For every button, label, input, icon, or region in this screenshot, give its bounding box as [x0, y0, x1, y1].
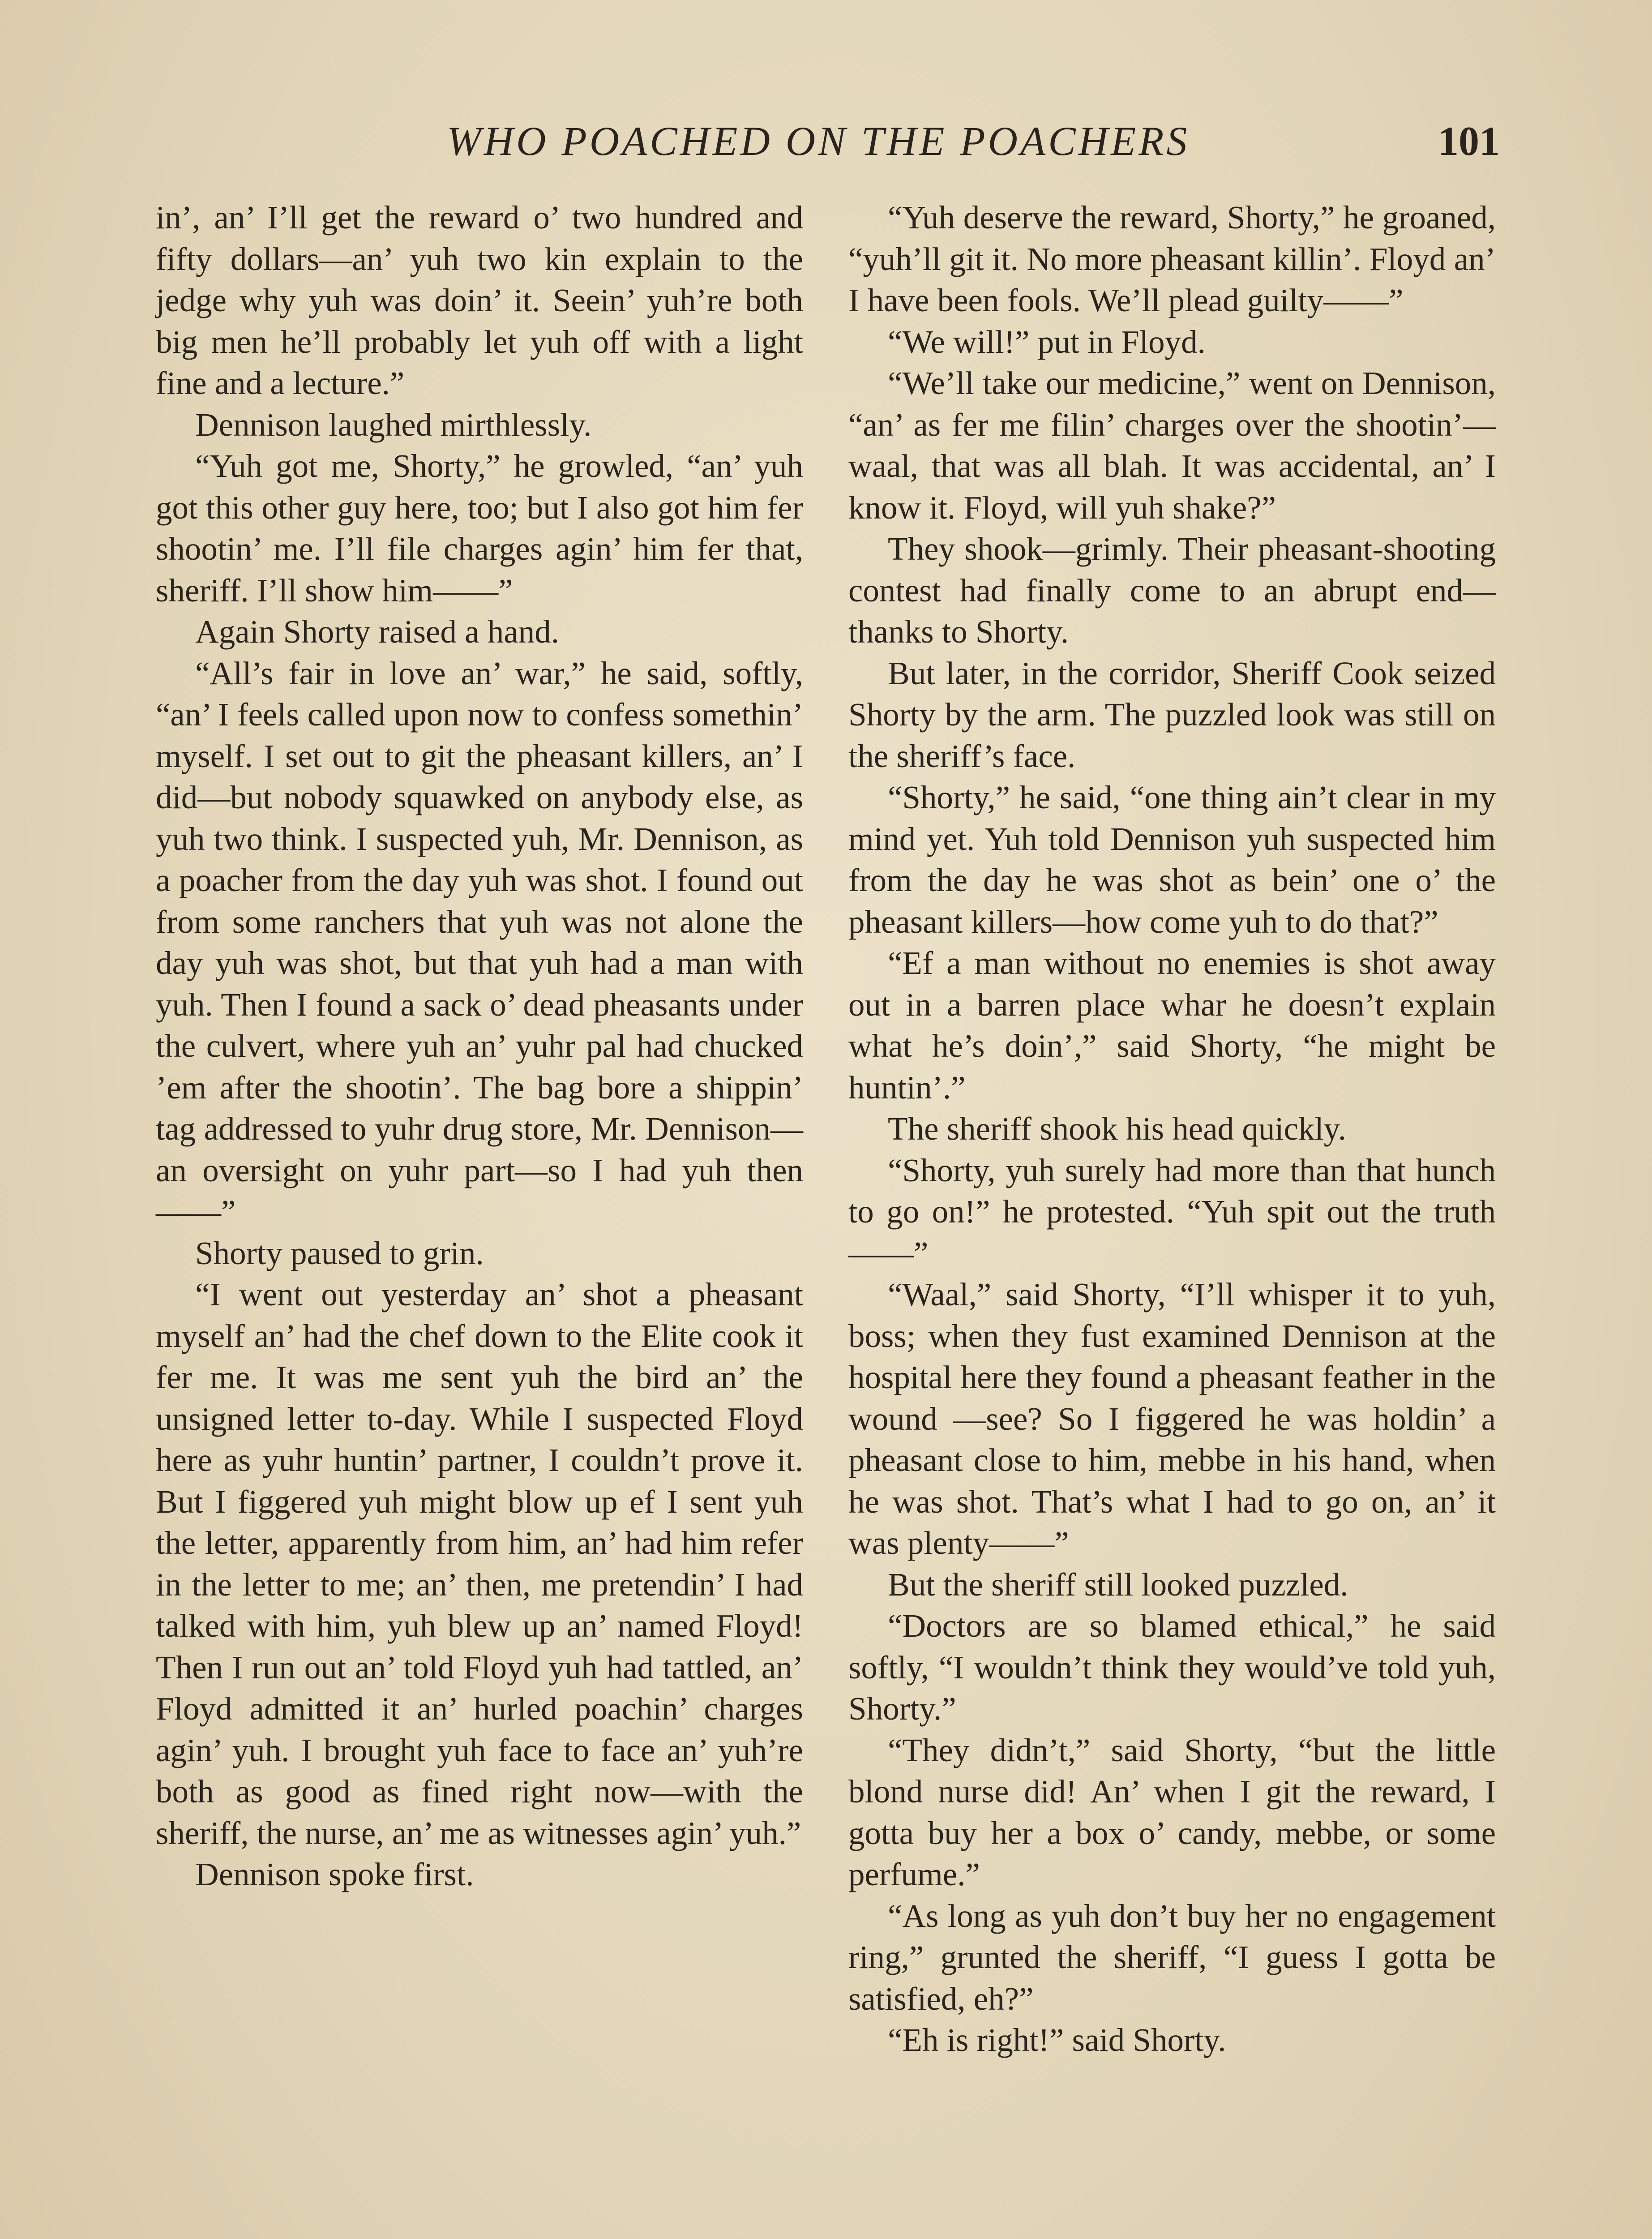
paragraph: “Shorty, yuh surely had more than that hunch to go on!” he protested. “Yuh spit out the truth——” [848, 1152, 1496, 1271]
running-title: WHO POACHED ON THE POACHERS [447, 118, 1190, 164]
running-header [0, 117, 1652, 171]
paragraph: “Doctors are so blamed ethical,” he said softly, “I wouldn’t think they would’ve told yuh, Shorty.” [848, 1608, 1496, 1727]
paragraph: in’, an’ I’ll get the reward o’ two hundred and fifty dollars—an’ yuh two kin explain to the jedge why yuh was doin’ it. Seein’ yuh’re both big men he’ll probably let yuh off with a light fine and a lecture.” [156, 199, 803, 401]
paragraph: “Yuh deserve the reward, Shorty,” he groaned, “yuh’ll git it. No more pheasant killin’. Floyd an’ I have been fools. We’ll plead guilty——” [848, 199, 1496, 318]
paragraph: “Ef a man without no enemies is shot away out in a barren place whar he doesn’t explain what he’s doin’,” said Shorty, “he might be huntin’.” [848, 945, 1496, 1106]
paragraph: But the sheriff still looked puzzled. [888, 1566, 1348, 1603]
paragraph: Dennison spoke first. [195, 1856, 474, 1892]
page-number: 101 [1438, 118, 1500, 164]
paragraph: Shorty paused to grin. [195, 1235, 484, 1271]
paragraph: “I went out yesterday an’ shot a pheasant myself an’ had the chef down to the Elite cook it fer me. It was me sent yuh the bird an’ the unsigned letter to-day. While I suspected Floyd here as yuhr huntin’ partner, I couldn’t prove it. But I figgered yuh might blow up ef I sent yuh the letter, apparently from him, an’ had him refer in the letter to me; an’ then, me pretendin’ I had talked with him, yuh blew up an’ named Floyd! Then I run out an’ told Floyd yuh had tattled, an’ Floyd admitted it an’ hurled poachin’ charges agin’ yuh. I brought yuh face to face an’ yuh’re both as good as fined right now—with the sheriff, the nurse, an’ me as witnesses agin’ yuh.” [156, 1276, 803, 1851]
right-text-column [848, 197, 1496, 2061]
paragraph: “They didn’t,” said Shorty, “but the little blond nurse did! An’ when I git the reward, I gotta buy her a box o’ candy, mebbe, or some perfume.” [848, 1732, 1496, 1892]
paragraph: They shook—grimly. Their pheasant-shooting contest had finally come to an abrupt end—thanks to Shorty. [848, 531, 1496, 650]
paragraph: “Shorty,” he said, “one thing ain’t clear in my mind yet. Yuh told Dennison yuh suspected him from the day he was shot as bein’ one o’ the pheasant killers—how come yuh to do that?” [848, 779, 1496, 940]
paragraph: “We will!” put in Floyd. [888, 323, 1206, 360]
paragraph: “We’ll take our medicine,” went on Dennison, “an’ as fer me filin’ charges over the shootin’—waal, that was all blah. It was accidental, an’ I know it. Floyd, will yuh shake?” [848, 365, 1496, 526]
paragraph: “Yuh got me, Shorty,” he growled, “an’ yuh got this other guy here, too; but I also got him fer shootin’ me. I’ll file charges agin’ him fer that, sheriff. I’ll show him——” [156, 448, 803, 609]
left-text-column [156, 197, 803, 1896]
paragraph: Again Shorty raised a hand. [195, 613, 559, 650]
paragraph: But later, in the corridor, Sheriff Cook seized Shorty by the arm. The puzzled look was still on the sheriff’s face. [848, 655, 1496, 774]
paragraph: Dennison laughed mirthlessly. [195, 406, 592, 443]
paragraph: “Waal,” said Shorty, “I’ll whisper it to yuh, boss; when they fust examined Dennison at the hospital here they found a pheasant feather in the wound —see? So I figgered he was holdin’ a pheasant close to him, mebbe in his hand, when he was shot. That’s what I had to go on, an’ it was plenty——” [848, 1276, 1496, 1561]
paragraph: “All’s fair in love an’ war,” he said, softly, “an’ I feels called upon now to confess somethin’ myself. I set out to git the pheasant killers, an’ I did—but nobody squawked on anybody else, as yuh two think. I suspected yuh, Mr. Dennison, as a poacher from the day yuh was shot. I found out from some ranchers that yuh was not alone the day yuh was shot, but that yuh had a man with yuh. Then I found a sack o’ dead pheasants under the culvert, where yuh an’ yuhr pal had chucked ’em after the shootin’. The bag bore a shippin’ tag addressed to yuhr drug store, Mr. Dennison—an oversight on yuhr part—so I had yuh then——” [156, 655, 803, 1230]
paragraph: “As long as yuh don’t buy her no engagement ring,” grunted the sheriff, “I guess I gotta be satisfied, eh?” [848, 1897, 1496, 2017]
paragraph: The sheriff shook his head quickly. [888, 1111, 1346, 1147]
paragraph: “Eh is right!” said Shorty. [888, 2022, 1226, 2058]
